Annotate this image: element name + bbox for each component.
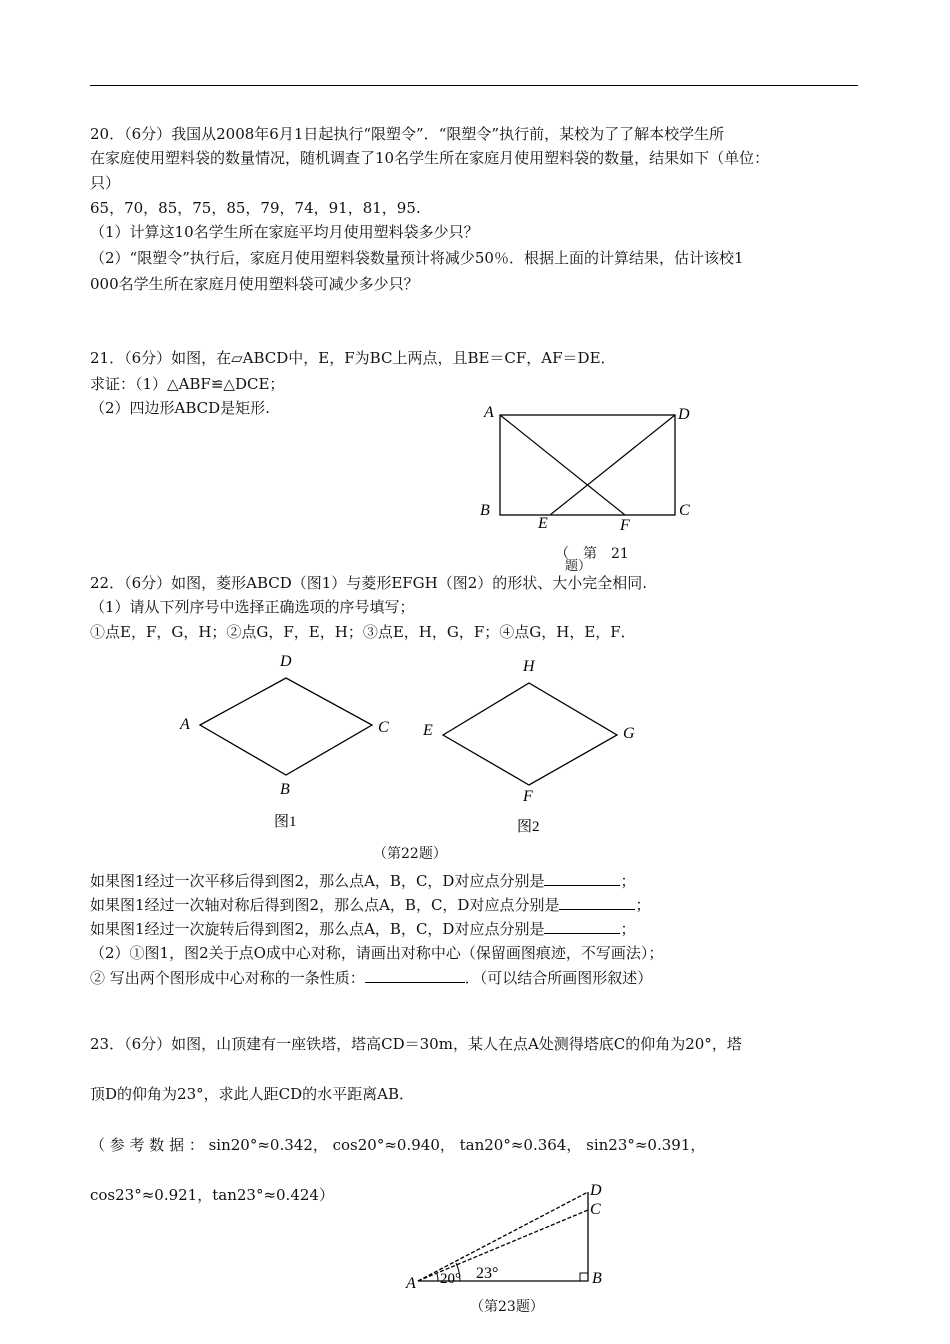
- q20-line-3: 只）: [90, 174, 121, 192]
- q23-label-B: B: [592, 1270, 602, 1287]
- q22-translation-text: 如果图1经过一次平移后得到图2，那么点A，B，C，D对应点分别是: [90, 872, 545, 890]
- q20-part-2: （2）“限塑令”执行后，家庭月使用塑料袋数量预计将减少50％．根据上面的计算结果，估计该校1: [90, 249, 744, 267]
- q23-reference-data: （ 参 考 数 据 ： sin20°≈0.342， cos20°≈0.940， tan20°≈0.364， sin23°≈0.391，: [90, 1136, 706, 1154]
- q22-translation-end: ；: [620, 872, 636, 890]
- q23-label-D: D: [590, 1182, 602, 1199]
- q21-label-C: C: [679, 502, 690, 519]
- q22-property-line: [90, 967, 652, 989]
- q22-label-F: F: [523, 788, 533, 805]
- q22-property-blank[interactable]: [365, 968, 465, 983]
- q22-reflection-blank[interactable]: [559, 895, 635, 910]
- q22-label-E: E: [423, 722, 433, 739]
- q23-figure: [400, 1180, 630, 1300]
- q20-line-2: 在家庭使用塑料袋的数量情况，随机调查了10名学生所在家庭月使用塑料袋的数量，结果如下（单位：: [90, 149, 770, 167]
- q23-caption: （第23题）: [470, 1299, 544, 1315]
- q21-caption: （ 第 21: [555, 546, 629, 562]
- q22-line-1: 22．（6分）如图，菱形ABCD（图1）与菱形EFGH（图2）的形状、大小完全相同.: [90, 574, 648, 592]
- q22-fig2-caption: 图2: [517, 819, 540, 835]
- q22-label-G: G: [623, 725, 635, 742]
- q22-rotation-end: ；: [620, 920, 636, 938]
- q22-label-B: B: [280, 781, 290, 798]
- q22-part-2: （2）①图1，图2关于点O成中心对称，请画出对称中心（保留画图痕迹，不写画法）；: [90, 944, 664, 962]
- q23-angle-20: 20°: [440, 1271, 461, 1287]
- q20-line-1: 20．（6分）我国从2008年6月1日起执行“限塑令”．“限塑令”执行前，某校为了了解本校学生所: [90, 125, 725, 143]
- q22-translation-blank[interactable]: [544, 871, 620, 886]
- q22-property-end: ．（可以结合所画图形叙述）: [464, 969, 653, 987]
- q20-part-2-cont: 000名学生所在家庭月使用塑料袋可减少多少只？: [90, 275, 419, 293]
- q21-line-2: 求证：（1）△ABF≌△DCE；: [90, 375, 285, 393]
- q20-data-values: 65，70，85，75，85，79，74，91，81，95.: [90, 199, 421, 217]
- q23-line-2: 顶D的仰角为23°，求此人距CD的水平距离AB．: [90, 1085, 414, 1103]
- q21-label-B: B: [480, 502, 490, 519]
- q21-label-F: F: [620, 517, 630, 534]
- q22-reflection-line: [90, 894, 650, 916]
- q22-rotation-blank[interactable]: [544, 919, 620, 934]
- q22-rotation-line: [90, 918, 635, 940]
- q22-caption: （第22题）: [373, 846, 447, 862]
- q21-label-D: D: [678, 406, 690, 423]
- q21-label-A: A: [484, 404, 494, 421]
- q22-property-text: ② 写出两个图形成中心对称的一条性质：: [90, 969, 365, 987]
- q22-figure-1: [170, 650, 400, 835]
- q21-line-1: 21．（6分）如图，在▱ABCD中，E，F为BC上两点，且BE＝CF，AF＝DE．: [90, 349, 616, 367]
- q22-label-A: A: [180, 716, 190, 733]
- q22-reflection-end: ；: [635, 896, 651, 914]
- q22-options: ①点E，F，G，H；②点G，F，E，H；③点E，H，G，F；④点G，H，E，F．: [90, 623, 636, 641]
- q23-label-C: C: [590, 1201, 601, 1218]
- q20-part-1: （1）计算这10名学生所在家庭平均月使用塑料袋多少只？: [90, 223, 479, 241]
- q22-reflection-text: 如果图1经过一次轴对称后得到图2，那么点A，B，C，D对应点分别是: [90, 896, 560, 914]
- q22-label-H: H: [523, 658, 535, 675]
- q22-label-D: D: [280, 653, 292, 670]
- q22-translation-line: [90, 870, 635, 892]
- q22-fig1-caption: 图1: [274, 814, 297, 830]
- q23-label-A: A: [406, 1275, 416, 1292]
- q23-reference-data-cont: cos23°≈0.921，tan23°≈0.424）: [90, 1186, 334, 1204]
- q23-line-1: 23．（6分）如图，山顶建有一座铁塔，塔高CD＝30m，某人在点A处测得塔底C的仰角为20°，塔: [90, 1035, 742, 1053]
- q21-label-E: E: [538, 515, 548, 532]
- q23-angle-23: 23°: [476, 1265, 499, 1282]
- q21-caption-2: 题）: [565, 559, 592, 574]
- q22-label-C: C: [378, 719, 389, 736]
- q22-line-2: （1）请从下列序号中选择正确选项的序号填写；: [90, 598, 415, 616]
- q22-figure-2: [415, 655, 655, 840]
- header-rule: [90, 85, 858, 86]
- q21-line-3: （2）四边形ABCD是矩形.: [90, 399, 270, 417]
- q22-rotation-text: 如果图1经过一次旋转后得到图2，那么点A，B，C，D对应点分别是: [90, 920, 545, 938]
